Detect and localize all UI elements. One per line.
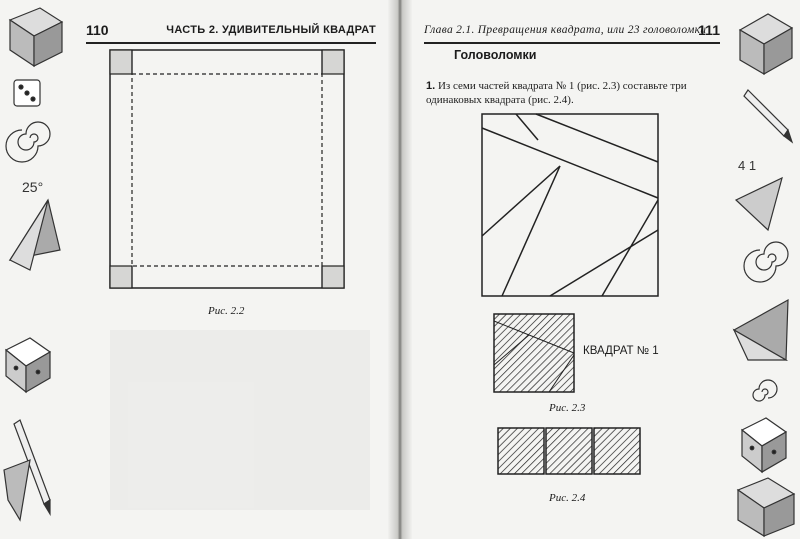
- figure-hatched-square: [493, 313, 575, 393]
- dice-icon: [6, 338, 50, 392]
- book-gutter: [388, 0, 412, 539]
- show-through-text: [110, 330, 370, 510]
- right-page-header: [424, 22, 720, 44]
- caption-2-3: Рис. 2.3: [549, 402, 586, 414]
- pyramid-icon: [736, 178, 782, 230]
- figure-2-2: [108, 48, 348, 292]
- left-page-header: [86, 22, 376, 44]
- left-page: [0, 0, 398, 539]
- pyramid-icon: [734, 300, 788, 360]
- cube-icon: [10, 8, 62, 66]
- section-title: Головоломки: [454, 48, 537, 62]
- doodle-strip-left: [0, 0, 78, 539]
- doodle-strip-right: [728, 0, 800, 539]
- caption-2-4: Рис. 2.4: [549, 492, 586, 504]
- number-doodle-icon: 4 1: [738, 158, 757, 173]
- cube-icon: [738, 478, 794, 536]
- spiral-icon: [6, 122, 50, 162]
- square-label: КВАДРАТ № 1: [583, 345, 659, 357]
- puzzle-statement: Из семи частей квадрата № 1 (рис. 2.3) составьте три одинаковых квадрата (рис. 2.4).: [426, 80, 687, 106]
- figure-three-squares: [497, 427, 643, 475]
- page-number: 111: [698, 22, 720, 38]
- cube-icon: [740, 14, 792, 74]
- right-margin-doodles: [728, 0, 800, 539]
- dice-icon: [14, 80, 40, 106]
- puzzle-1: [426, 79, 726, 107]
- pyramid-icon: [10, 200, 60, 270]
- running-title: Глава 2.1. Превращения квадрата, или 23 головоломки: [424, 24, 707, 36]
- puzzle-number: 1.: [426, 80, 436, 92]
- dice-icon: [742, 418, 786, 472]
- spiral-icon: [753, 380, 777, 401]
- page-number: 110: [86, 22, 109, 38]
- number-doodle-icon: 25°: [22, 179, 44, 195]
- spiral-icon: [744, 242, 788, 282]
- figure-square-dissection: [480, 112, 660, 298]
- pencil-icon: [744, 90, 792, 142]
- running-title: ЧАСТЬ 2. УДИВИТЕЛЬНЫЙ КВАДРАТ: [166, 24, 376, 36]
- left-margin-doodles: [0, 0, 78, 539]
- figure-caption: Рис. 2.2: [208, 305, 245, 317]
